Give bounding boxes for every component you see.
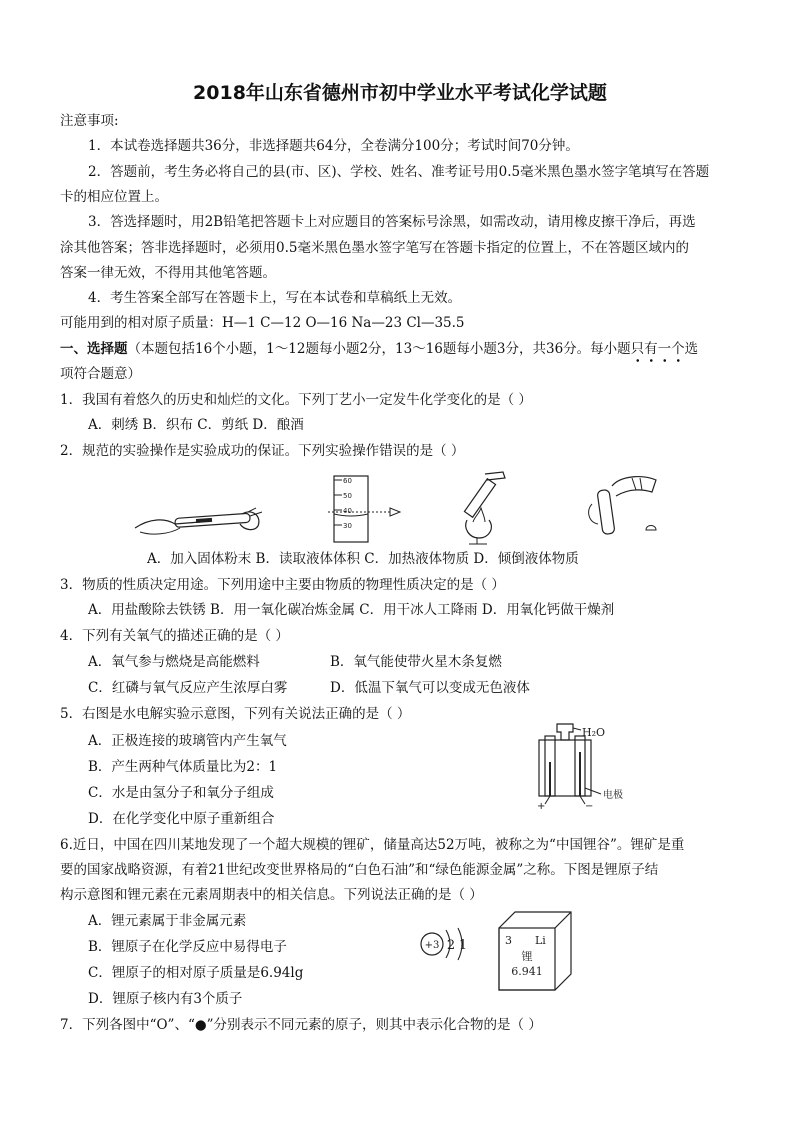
cell-atomic-number: 3 xyxy=(505,934,512,947)
q6-line-2: 要的国家战略资源，有着21世纪改变世界格局的“白色石油”和“绿色能源金属”之称。下图是锂原子结 xyxy=(60,862,659,878)
figure-lithium-atom xyxy=(418,922,478,970)
q7-stem: 7．下列各图中“O”、“●”分别表示不同元素的原子，则其中表示化合物的是（ ） xyxy=(60,1017,542,1033)
notice-item-1: 1．本试卷选择题共36分，非选择题共64分，全卷满分100分；考试时间70分钟。 xyxy=(88,138,579,154)
q6-line-3: 构示意图和锂元素在元素周期表中的相关信息。下列说法正确的是（ ） xyxy=(60,887,483,903)
notice-item-2b: 卡的相应位置上。 xyxy=(60,189,168,205)
q2-stem: 2．规范的实验操作是实验成功的保证。下列实验操作错误的是（ ） xyxy=(60,443,465,459)
section-1-label: 一、选择题 xyxy=(60,341,128,357)
notice-item-3a: 3．答选择题时，用2B铅笔把答题卡上对应题目的答案标号涂黑，如需改动，请用橡皮擦干净后，再选 xyxy=(88,214,696,230)
cylinder-tick-60: 60 xyxy=(343,477,352,485)
q4-option-d: D．低温下氧气可以变成无色液体 xyxy=(330,680,530,696)
figure-heat-liquid xyxy=(455,470,515,545)
fig-minus-sign: − xyxy=(585,801,594,812)
q4-option-b: B．氧气能使带火星木条复燃 xyxy=(330,654,502,670)
q6-line-1: 6.近日，中国在四川某地发现了一个超大规模的锂矿，储量高达52万吨，被称之为“中国锂谷”。锂矿是重 xyxy=(60,837,685,853)
fig-h2o-label: H₂O xyxy=(582,726,606,739)
notice-heading: 注意事项: xyxy=(60,113,119,129)
q1-options: A．刺绣 B．织布 C．剪纸 D．酿酒 xyxy=(88,417,304,433)
figure-add-powder xyxy=(130,500,270,540)
q6-option-d: D．锂原子核内有3个质子 xyxy=(88,991,243,1007)
notice-item-3c: 答案一律无效，不得用其他笔答题。 xyxy=(60,265,276,281)
atom-shell-1-electrons: 2 xyxy=(446,938,456,953)
notice-item-2a: 2．答题前，考生务必将自己的县(市、区)、学校、姓名、准考证号用0.5毫米黑色墨水签字笔填写在答题 xyxy=(88,164,710,180)
q3-stem: 3．物质的性质决定用途。下列用途中主要由物质的物理性质决定的是（ ） xyxy=(60,577,505,593)
section-1-emphasis: 只有一个 xyxy=(630,341,685,357)
exam-title: 2018年山东省德州市初中学业水平考试化学试题 xyxy=(193,82,607,104)
q4-stem: 4．下列有关氧气的描述正确的是（ ） xyxy=(60,628,289,644)
figure-pour-liquid xyxy=(572,470,672,545)
q5-option-d: D．在化学变化中原子重新组合 xyxy=(88,811,275,827)
q2-options: A．加入固体粉末 B．读取液体体积 C．加热液体物质 D．倾倒液体物质 xyxy=(147,551,579,567)
atomic-mass-line: 可能用到的相对原子质量：H—1 C—12 O—16 Na—23 Cl—35.5 xyxy=(60,315,465,331)
q6-option-b: B．锂原子在化学反应中易得电子 xyxy=(88,939,287,955)
cell-element-name: 锂 xyxy=(521,950,533,963)
atom-shell-2-electrons: 1 xyxy=(458,938,468,953)
q3-options: A．用盐酸除去铁锈 B．用一氧化碳冶炼金属 C．用干冰人工降雨 D．用氧化钙做干燥剂 xyxy=(88,602,615,618)
fig-plus-sign: + xyxy=(537,801,546,812)
figure-water-electrolysis xyxy=(535,722,645,810)
q5-stem: 5．右图是水电解实验示意图，下列有关说法正确的是（ ） xyxy=(60,706,411,722)
section-1-header xyxy=(60,340,698,358)
notice-item-3b: 涂其他答案；答非选择题时，必须用0.5毫米黑色墨水签字笔写在答题卡指定的位置上，不在答题区域内的 xyxy=(60,240,689,256)
section-1-desc-c: 项符合题意） xyxy=(60,366,141,382)
q4-option-c: C．红磷与氧气反应产生浓厚白雾 xyxy=(88,680,288,696)
q6-option-a: A．锂元素属于非金属元素 xyxy=(88,913,247,929)
q6-option-c: C．锂原子的相对原子质量是6.94lg xyxy=(88,965,304,981)
figure-lithium-periodic-cell xyxy=(497,910,577,992)
atom-nucleus-charge: +3 xyxy=(424,940,440,951)
q5-option-a: A．正极连接的玻璃管内产生氧气 xyxy=(88,733,287,749)
cell-atomic-mass: 6.941 xyxy=(511,965,543,978)
fig-electrode-label: 电极 xyxy=(603,790,623,801)
q5-option-c: C．水是由氢分子和氧分子组成 xyxy=(88,785,274,801)
section-1-desc-a: （本题包括16个小题，1～12题每小题2分，13～16题每小题3分，共36分。每小题 xyxy=(127,341,631,357)
cylinder-tick-30: 30 xyxy=(343,522,352,530)
q5-option-b: B．产生两种气体质量比为2：1 xyxy=(88,759,278,775)
q4-option-a: A．氧气参与燃烧是高能燃料 xyxy=(88,654,260,670)
cylinder-tick-50: 50 xyxy=(343,492,352,500)
cell-element-symbol: Li xyxy=(535,934,546,947)
cylinder-tick-40: 40 xyxy=(343,507,352,515)
notice-item-4: 4．考生答案全部写在答题卡上，写在本试卷和草稿纸上无效。 xyxy=(88,290,462,306)
section-1-desc-b: 选 xyxy=(684,341,699,357)
q1-stem: 1．我国有着悠久的历史和灿烂的文化。下列丁艺小一定发牛化学变化的是（ ） xyxy=(60,392,532,408)
figure-read-cylinder xyxy=(328,474,408,544)
